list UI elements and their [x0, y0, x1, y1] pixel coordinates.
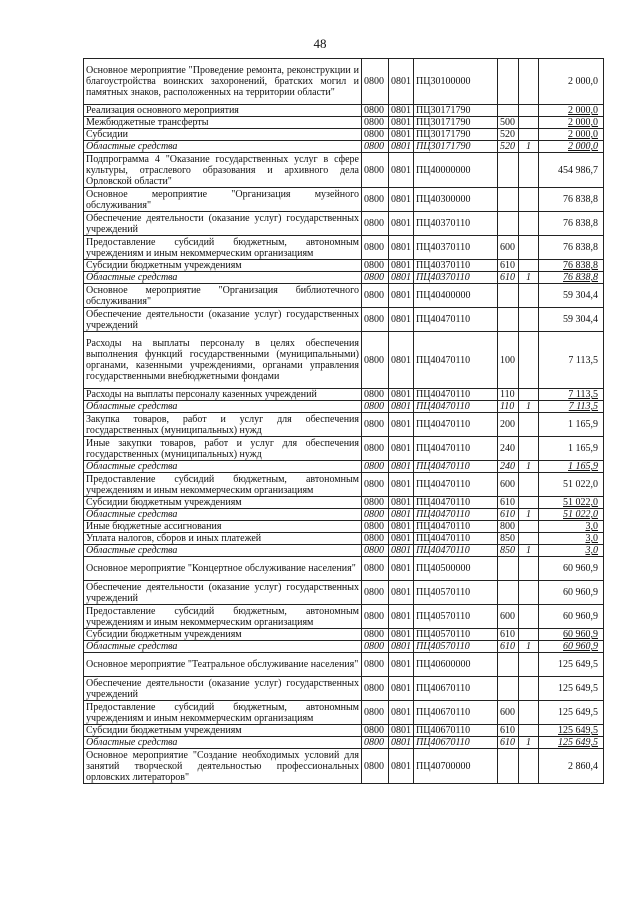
- funding-source-cell: 1: [519, 141, 539, 153]
- funding-source-cell: [519, 236, 539, 260]
- expense-type-cell: [498, 153, 519, 188]
- target-article-cell: ПЦ40470110: [414, 497, 498, 509]
- amount-cell: 3,0: [539, 521, 604, 533]
- expense-type-cell: [498, 677, 519, 701]
- amount-cell: 125 649,5: [539, 725, 604, 737]
- table-row: [84, 737, 604, 749]
- funding-source-cell: 1: [519, 641, 539, 653]
- section-code-cell: 0800: [362, 725, 389, 737]
- subsection-code-cell: 0801: [389, 545, 414, 557]
- expense-type-cell: 600: [498, 236, 519, 260]
- amount-cell: 2 000,0: [539, 117, 604, 129]
- subsection-code-cell: 0801: [389, 153, 414, 188]
- subsection-code-cell: 0801: [389, 653, 414, 677]
- target-article-cell: ПЦ40600000: [414, 653, 498, 677]
- row-name-cell: Обеспечение деятельности (оказание услуг) государственных учреждений: [84, 581, 362, 605]
- target-article-cell: ПЦ40470110: [414, 521, 498, 533]
- funding-source-cell: [519, 105, 539, 117]
- subsection-code-cell: 0801: [389, 497, 414, 509]
- expense-type-cell: 610: [498, 737, 519, 749]
- table-row: [84, 308, 604, 332]
- target-article-cell: ПЦ40470110: [414, 389, 498, 401]
- amount-cell: 3,0: [539, 545, 604, 557]
- budget-table-body: [84, 59, 604, 784]
- target-article-cell: ПЦ40370110: [414, 260, 498, 272]
- subsection-code-cell: 0801: [389, 188, 414, 212]
- table-row: [84, 749, 604, 784]
- section-code-cell: 0800: [362, 389, 389, 401]
- row-name-cell: Реализация основного мероприятия: [84, 105, 362, 117]
- table-row: [84, 581, 604, 605]
- row-name-cell: Закупка товаров, работ и услуг для обеспечения государственных (муниципальных) нужд: [84, 413, 362, 437]
- section-code-cell: 0800: [362, 749, 389, 784]
- amount-cell: 7 113,5: [539, 401, 604, 413]
- expense-type-cell: 600: [498, 473, 519, 497]
- table-row: [84, 641, 604, 653]
- table-row: [84, 105, 604, 117]
- target-article-cell: ПЦ40470110: [414, 437, 498, 461]
- expense-type-cell: [498, 581, 519, 605]
- funding-source-cell: [519, 629, 539, 641]
- expense-type-cell: [498, 284, 519, 308]
- amount-cell: 2 000,0: [539, 105, 604, 117]
- subsection-code-cell: 0801: [389, 629, 414, 641]
- subsection-code-cell: 0801: [389, 413, 414, 437]
- subsection-code-cell: 0801: [389, 59, 414, 105]
- funding-source-cell: 1: [519, 272, 539, 284]
- funding-source-cell: [519, 59, 539, 105]
- target-article-cell: ПЦ40400000: [414, 284, 498, 308]
- section-code-cell: 0800: [362, 641, 389, 653]
- row-name-cell: Иные бюджетные ассигнования: [84, 521, 362, 533]
- amount-cell: 125 649,5: [539, 677, 604, 701]
- amount-cell: 60 960,9: [539, 581, 604, 605]
- target-article-cell: ПЦ40570110: [414, 581, 498, 605]
- table-row: [84, 401, 604, 413]
- section-code-cell: 0800: [362, 581, 389, 605]
- amount-cell: 125 649,5: [539, 701, 604, 725]
- target-article-cell: ПЦ40470110: [414, 308, 498, 332]
- amount-cell: 7 113,5: [539, 332, 604, 389]
- section-code-cell: 0800: [362, 737, 389, 749]
- table-row: [84, 509, 604, 521]
- table-row: [84, 153, 604, 188]
- row-name-cell: Предоставление субсидий бюджетным, автономным учреждениям и иным некоммерческим организациям: [84, 701, 362, 725]
- expense-type-cell: 800: [498, 521, 519, 533]
- section-code-cell: 0800: [362, 332, 389, 389]
- table-row: [84, 437, 604, 461]
- funding-source-cell: [519, 332, 539, 389]
- row-name-cell: Субсидии: [84, 129, 362, 141]
- row-name-cell: Предоставление субсидий бюджетным, автономным учреждениям и иным некоммерческим организациям: [84, 605, 362, 629]
- section-code-cell: 0800: [362, 473, 389, 497]
- expense-type-cell: 610: [498, 725, 519, 737]
- row-name-cell: Обеспечение деятельности (оказание услуг) государственных учреждений: [84, 212, 362, 236]
- amount-cell: 59 304,4: [539, 284, 604, 308]
- funding-source-cell: [519, 188, 539, 212]
- target-article-cell: ПЦ40670110: [414, 701, 498, 725]
- section-code-cell: 0800: [362, 212, 389, 236]
- expense-type-cell: 610: [498, 509, 519, 521]
- subsection-code-cell: 0801: [389, 260, 414, 272]
- funding-source-cell: 1: [519, 461, 539, 473]
- funding-source-cell: 1: [519, 545, 539, 557]
- subsection-code-cell: 0801: [389, 401, 414, 413]
- table-row: [84, 284, 604, 308]
- table-row: [84, 389, 604, 401]
- table-row: [84, 473, 604, 497]
- target-article-cell: ПЦ40670110: [414, 677, 498, 701]
- table-row: [84, 701, 604, 725]
- funding-source-cell: [519, 308, 539, 332]
- section-code-cell: 0800: [362, 141, 389, 153]
- row-name-cell: Уплата налогов, сборов и иных платежей: [84, 533, 362, 545]
- target-article-cell: ПЦ40470110: [414, 509, 498, 521]
- row-name-cell: Основное мероприятие "Организация музейного обслуживания": [84, 188, 362, 212]
- table-row: [84, 212, 604, 236]
- row-name-cell: Основное мероприятие "Концертное обслуживание населения": [84, 557, 362, 581]
- section-code-cell: 0800: [362, 153, 389, 188]
- amount-cell: 2 000,0: [539, 59, 604, 105]
- expense-type-cell: 600: [498, 605, 519, 629]
- row-name-cell: Основное мероприятие "Театральное обслуживание населения": [84, 653, 362, 677]
- table-row: [84, 533, 604, 545]
- table-row: [84, 557, 604, 581]
- amount-cell: 76 838,8: [539, 188, 604, 212]
- amount-cell: 60 960,9: [539, 641, 604, 653]
- section-code-cell: 0800: [362, 236, 389, 260]
- row-name-cell: Иные закупки товаров, работ и услуг для обеспечения государственных (муниципальных) нужд: [84, 437, 362, 461]
- amount-cell: 76 838,8: [539, 272, 604, 284]
- funding-source-cell: [519, 212, 539, 236]
- target-article-cell: ПЦ40670110: [414, 737, 498, 749]
- row-name-cell: Основное мероприятие "Проведение ремонта, реконструкции и благоустройства воинских захоронений, братских могил и памятных знаков, расположенных на территории области": [84, 59, 362, 105]
- section-code-cell: 0800: [362, 260, 389, 272]
- expense-type-cell: 610: [498, 641, 519, 653]
- expense-type-cell: [498, 188, 519, 212]
- target-article-cell: ПЦ40470110: [414, 545, 498, 557]
- amount-cell: 2 000,0: [539, 141, 604, 153]
- subsection-code-cell: 0801: [389, 605, 414, 629]
- target-article-cell: ПЦ40570110: [414, 629, 498, 641]
- target-article-cell: ПЦ40700000: [414, 749, 498, 784]
- subsection-code-cell: 0801: [389, 737, 414, 749]
- funding-source-cell: [519, 129, 539, 141]
- row-name-cell: Областные средства: [84, 545, 362, 557]
- expense-type-cell: 850: [498, 545, 519, 557]
- expense-type-cell: 610: [498, 260, 519, 272]
- table-row: [84, 260, 604, 272]
- table-row: [84, 629, 604, 641]
- section-code-cell: 0800: [362, 129, 389, 141]
- section-code-cell: 0800: [362, 677, 389, 701]
- funding-source-cell: [519, 521, 539, 533]
- subsection-code-cell: 0801: [389, 437, 414, 461]
- row-name-cell: Предоставление субсидий бюджетным, автономным учреждениям и иным некоммерческим организациям: [84, 473, 362, 497]
- subsection-code-cell: 0801: [389, 677, 414, 701]
- funding-source-cell: [519, 605, 539, 629]
- subsection-code-cell: 0801: [389, 129, 414, 141]
- target-article-cell: ПЦ30171790: [414, 129, 498, 141]
- table-row: [84, 59, 604, 105]
- section-code-cell: 0800: [362, 437, 389, 461]
- expense-type-cell: [498, 59, 519, 105]
- target-article-cell: ПЦ40370110: [414, 272, 498, 284]
- target-article-cell: ПЦ40470110: [414, 413, 498, 437]
- expense-type-cell: 240: [498, 461, 519, 473]
- row-name-cell: Субсидии бюджетным учреждениям: [84, 497, 362, 509]
- table-row: [84, 117, 604, 129]
- expense-type-cell: [498, 653, 519, 677]
- row-name-cell: Обеспечение деятельности (оказание услуг) государственных учреждений: [84, 677, 362, 701]
- funding-source-cell: [519, 389, 539, 401]
- target-article-cell: ПЦ30171790: [414, 117, 498, 129]
- expense-type-cell: 520: [498, 129, 519, 141]
- funding-source-cell: [519, 497, 539, 509]
- funding-source-cell: [519, 701, 539, 725]
- section-code-cell: 0800: [362, 629, 389, 641]
- expense-type-cell: 600: [498, 701, 519, 725]
- amount-cell: 76 838,8: [539, 212, 604, 236]
- target-article-cell: ПЦ40370110: [414, 236, 498, 260]
- amount-cell: 51 022,0: [539, 509, 604, 521]
- row-name-cell: Областные средства: [84, 141, 362, 153]
- subsection-code-cell: 0801: [389, 641, 414, 653]
- section-code-cell: 0800: [362, 521, 389, 533]
- amount-cell: 2 000,0: [539, 129, 604, 141]
- section-code-cell: 0800: [362, 497, 389, 509]
- table-row: [84, 677, 604, 701]
- funding-source-cell: 1: [519, 737, 539, 749]
- subsection-code-cell: 0801: [389, 105, 414, 117]
- funding-source-cell: [519, 749, 539, 784]
- subsection-code-cell: 0801: [389, 473, 414, 497]
- row-name-cell: Областные средства: [84, 401, 362, 413]
- section-code-cell: 0800: [362, 545, 389, 557]
- row-name-cell: Основное мероприятие "Организация библиотечного обслуживания": [84, 284, 362, 308]
- row-name-cell: Основное мероприятие "Создание необходимых условий для занятий творческой деятельностью профессиональных орловских литераторов": [84, 749, 362, 784]
- target-article-cell: ПЦ40470110: [414, 461, 498, 473]
- subsection-code-cell: 0801: [389, 701, 414, 725]
- table-row: [84, 413, 604, 437]
- target-article-cell: ПЦ40470110: [414, 533, 498, 545]
- amount-cell: 7 113,5: [539, 389, 604, 401]
- section-code-cell: 0800: [362, 272, 389, 284]
- section-code-cell: 0800: [362, 59, 389, 105]
- funding-source-cell: 1: [519, 401, 539, 413]
- funding-source-cell: [519, 260, 539, 272]
- budget-table: [83, 58, 604, 784]
- row-name-cell: Межбюджетные трансферты: [84, 117, 362, 129]
- funding-source-cell: [519, 557, 539, 581]
- amount-cell: 1 165,9: [539, 461, 604, 473]
- subsection-code-cell: 0801: [389, 141, 414, 153]
- expense-type-cell: 610: [498, 629, 519, 641]
- table-row: [84, 653, 604, 677]
- expense-type-cell: 850: [498, 533, 519, 545]
- subsection-code-cell: 0801: [389, 308, 414, 332]
- row-name-cell: Областные средства: [84, 737, 362, 749]
- expense-type-cell: 240: [498, 437, 519, 461]
- subsection-code-cell: 0801: [389, 509, 414, 521]
- target-article-cell: ПЦ40570110: [414, 605, 498, 629]
- row-name-cell: Расходы на выплаты персоналу казенных учреждений: [84, 389, 362, 401]
- subsection-code-cell: 0801: [389, 272, 414, 284]
- amount-cell: 59 304,4: [539, 308, 604, 332]
- target-article-cell: ПЦ40000000: [414, 153, 498, 188]
- amount-cell: 76 838,8: [539, 236, 604, 260]
- section-code-cell: 0800: [362, 701, 389, 725]
- row-name-cell: Субсидии бюджетным учреждениям: [84, 725, 362, 737]
- row-name-cell: Предоставление субсидий бюджетным, автономным учреждениям и иным некоммерческим организациям: [84, 236, 362, 260]
- amount-cell: 454 986,7: [539, 153, 604, 188]
- section-code-cell: 0800: [362, 461, 389, 473]
- section-code-cell: 0800: [362, 557, 389, 581]
- expense-type-cell: [498, 308, 519, 332]
- funding-source-cell: [519, 153, 539, 188]
- section-code-cell: 0800: [362, 605, 389, 629]
- table-row: [84, 461, 604, 473]
- subsection-code-cell: 0801: [389, 749, 414, 784]
- subsection-code-cell: 0801: [389, 533, 414, 545]
- expense-type-cell: 500: [498, 117, 519, 129]
- expense-type-cell: [498, 749, 519, 784]
- funding-source-cell: [519, 284, 539, 308]
- section-code-cell: 0800: [362, 401, 389, 413]
- subsection-code-cell: 0801: [389, 725, 414, 737]
- row-name-cell: Областные средства: [84, 641, 362, 653]
- table-row: [84, 272, 604, 284]
- target-article-cell: ПЦ40500000: [414, 557, 498, 581]
- row-name-cell: Областные средства: [84, 509, 362, 521]
- expense-type-cell: [498, 557, 519, 581]
- amount-cell: 60 960,9: [539, 605, 604, 629]
- expense-type-cell: 610: [498, 497, 519, 509]
- target-article-cell: ПЦ40470110: [414, 332, 498, 389]
- section-code-cell: 0800: [362, 413, 389, 437]
- funding-source-cell: [519, 413, 539, 437]
- table-row: [84, 545, 604, 557]
- section-code-cell: 0800: [362, 533, 389, 545]
- section-code-cell: 0800: [362, 284, 389, 308]
- section-code-cell: 0800: [362, 117, 389, 129]
- expense-type-cell: 100: [498, 332, 519, 389]
- target-article-cell: ПЦ40470110: [414, 401, 498, 413]
- funding-source-cell: [519, 473, 539, 497]
- row-name-cell: Субсидии бюджетным учреждениям: [84, 260, 362, 272]
- section-code-cell: 0800: [362, 188, 389, 212]
- expense-type-cell: 610: [498, 272, 519, 284]
- row-name-cell: Субсидии бюджетным учреждениям: [84, 629, 362, 641]
- table-row: [84, 236, 604, 260]
- subsection-code-cell: 0801: [389, 284, 414, 308]
- amount-cell: 76 838,8: [539, 260, 604, 272]
- row-name-cell: Подпрограмма 4 "Оказание государственных услуг в сфере культуры, отраслевого образования и архивного дела Орловской области": [84, 153, 362, 188]
- funding-source-cell: [519, 677, 539, 701]
- expense-type-cell: [498, 212, 519, 236]
- amount-cell: 1 165,9: [539, 437, 604, 461]
- target-article-cell: ПЦ30100000: [414, 59, 498, 105]
- funding-source-cell: [519, 437, 539, 461]
- expense-type-cell: 110: [498, 401, 519, 413]
- amount-cell: 60 960,9: [539, 629, 604, 641]
- section-code-cell: 0800: [362, 509, 389, 521]
- row-name-cell: Обеспечение деятельности (оказание услуг) государственных учреждений: [84, 308, 362, 332]
- subsection-code-cell: 0801: [389, 521, 414, 533]
- funding-source-cell: 1: [519, 509, 539, 521]
- funding-source-cell: [519, 533, 539, 545]
- row-name-cell: Расходы на выплаты персоналу в целях обеспечения выполнения функций государственными (муниципальными) органами, казенными учреждениями, органами управления государственными внебюджетными фондами: [84, 332, 362, 389]
- row-name-cell: Областные средства: [84, 272, 362, 284]
- table-row: [84, 141, 604, 153]
- expense-type-cell: [498, 105, 519, 117]
- table-row: [84, 521, 604, 533]
- target-article-cell: ПЦ30171790: [414, 141, 498, 153]
- amount-cell: 125 649,5: [539, 737, 604, 749]
- funding-source-cell: [519, 117, 539, 129]
- subsection-code-cell: 0801: [389, 581, 414, 605]
- target-article-cell: ПЦ40570110: [414, 641, 498, 653]
- table-row: [84, 725, 604, 737]
- amount-cell: 3,0: [539, 533, 604, 545]
- table-row: [84, 188, 604, 212]
- funding-source-cell: [519, 581, 539, 605]
- target-article-cell: ПЦ40470110: [414, 473, 498, 497]
- amount-cell: 51 022,0: [539, 473, 604, 497]
- row-name-cell: Областные средства: [84, 461, 362, 473]
- subsection-code-cell: 0801: [389, 332, 414, 389]
- expense-type-cell: 200: [498, 413, 519, 437]
- section-code-cell: 0800: [362, 308, 389, 332]
- amount-cell: 2 860,4: [539, 749, 604, 784]
- amount-cell: 125 649,5: [539, 653, 604, 677]
- amount-cell: 1 165,9: [539, 413, 604, 437]
- target-article-cell: ПЦ40670110: [414, 725, 498, 737]
- subsection-code-cell: 0801: [389, 389, 414, 401]
- funding-source-cell: [519, 725, 539, 737]
- expense-type-cell: 520: [498, 141, 519, 153]
- amount-cell: 60 960,9: [539, 557, 604, 581]
- table-row: [84, 605, 604, 629]
- expense-type-cell: 110: [498, 389, 519, 401]
- target-article-cell: ПЦ30171790: [414, 105, 498, 117]
- subsection-code-cell: 0801: [389, 461, 414, 473]
- table-row: [84, 497, 604, 509]
- table-row: [84, 129, 604, 141]
- page-number: 48: [313, 36, 327, 51]
- subsection-code-cell: 0801: [389, 236, 414, 260]
- section-code-cell: 0800: [362, 653, 389, 677]
- subsection-code-cell: 0801: [389, 212, 414, 236]
- table-row: [84, 332, 604, 389]
- section-code-cell: 0800: [362, 105, 389, 117]
- funding-source-cell: [519, 653, 539, 677]
- amount-cell: 51 022,0: [539, 497, 604, 509]
- subsection-code-cell: 0801: [389, 557, 414, 581]
- target-article-cell: ПЦ40300000: [414, 188, 498, 212]
- target-article-cell: ПЦ40370110: [414, 212, 498, 236]
- subsection-code-cell: 0801: [389, 117, 414, 129]
